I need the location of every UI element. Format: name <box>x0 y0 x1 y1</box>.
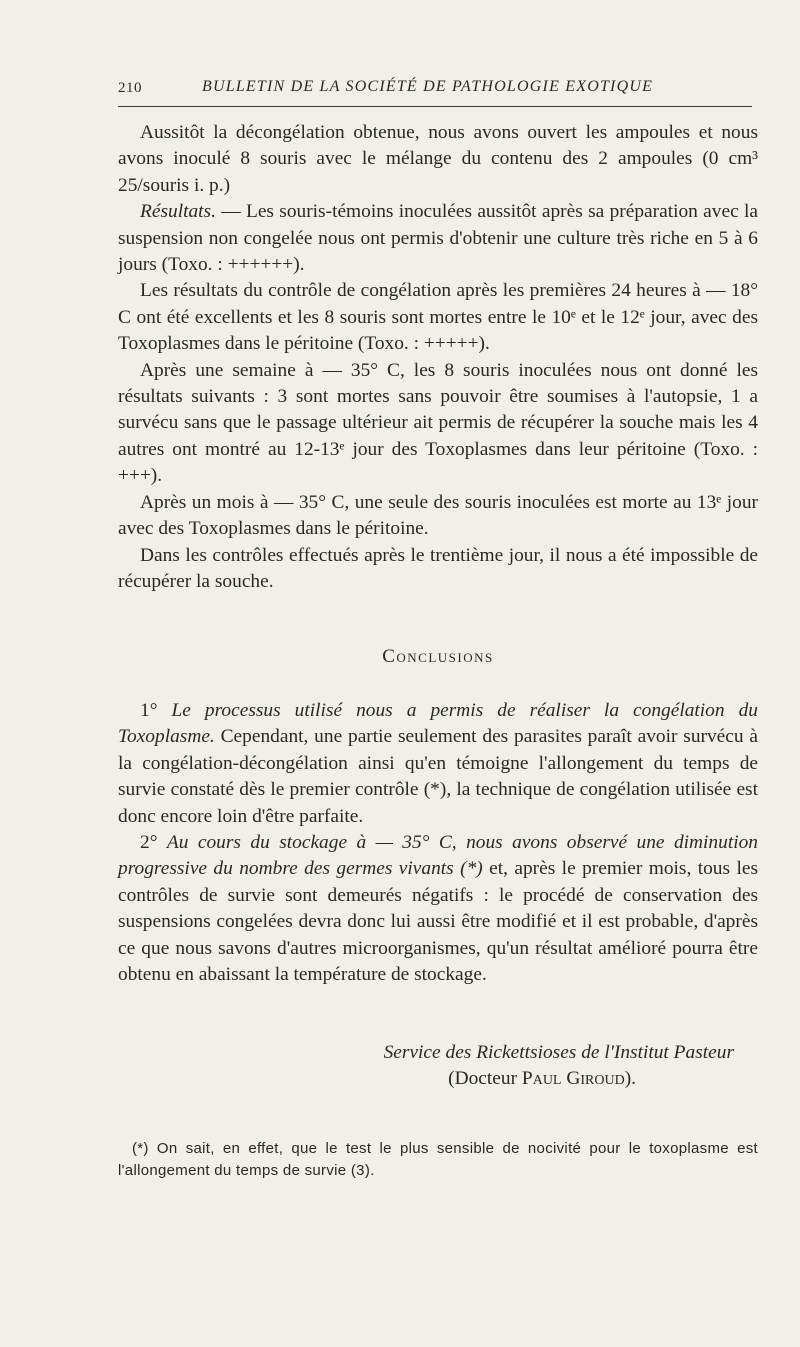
footnote-text: On sait, en effet, que le test le plus sensible de nocivité pour le toxoplasme est l'allongement du temps de survie (3). <box>118 1140 758 1179</box>
paragraph-text: Après une semaine à — 35° C, les 8 souris inoculées nous ont donné les résultats suivants : 3 sont mortes sans pouvoir être soumises à l'autopsie, 1 a survécu sans que le passage ultérieur ait permis de récupérer la souche mais les 4 autres ont montré au 12-13ᵉ jour des Toxoplasmes dans leur péritoine (Toxo. : +++). <box>118 359 758 487</box>
page-header <box>118 76 752 116</box>
conclusion-lead: Le processus utilisé nous a permis de réaliser la congélation du Toxoplasme. <box>118 700 758 748</box>
signature-block <box>118 1040 758 1092</box>
paragraph <box>118 120 758 199</box>
author-last-name: Giroud <box>566 1068 625 1089</box>
conclusion-number: 1° <box>140 700 158 721</box>
conclusion-item <box>118 698 758 830</box>
paragraph-text: — Les souris-témoins inoculées aussitôt après sa préparation avec la suspension non congelée nous ont permis d'obtenir une culture très riche en 5 à 6 jours (Toxo. : ++++++). <box>118 201 758 276</box>
conclusion-number: 2° <box>140 832 158 854</box>
conclusion-text: et, après le premier mois, tous les contrôles de survie sont demeurés négatifs : le procédé de conservation des suspensions congelées devra donc lui aussi être modifié et il est probable, d'après ce que nous savons d'autres microorganismes, qu'un résultat amélioré pourra être obtenu en abaissant la température de stockage. <box>118 858 758 986</box>
results-section <box>118 120 758 595</box>
author-prefix: (Docteur <box>448 1068 522 1089</box>
paragraph-text: Aussitôt la décongélation obtenue, nous avons ouvert les ampoules et nous avons inoculé 8 souris avec le mélange du contenu des 2 ampoules (0 cm³ 25/souris i. p.) <box>118 122 758 196</box>
paragraph-text: Les résultats du contrôle de congélation après les premières 24 heures à — 18° C ont été excellents et les 8 souris sont mortes entre le 10ᵉ et le 12ᵉ jour, avec des Toxoplasmes dans le péritoine (Toxo. : +++++). <box>118 280 758 355</box>
author-suffix: ). <box>624 1068 636 1089</box>
section-heading <box>118 646 758 668</box>
paragraph <box>118 358 758 490</box>
footnote <box>118 1138 758 1182</box>
signature-institution: Service des Rickettsioses de l'Institut Pasteur <box>383 1042 734 1063</box>
paragraph <box>118 490 758 543</box>
paragraph <box>118 278 758 357</box>
paragraph-lead: Résultats. <box>140 201 216 223</box>
conclusion-text: Cependant, une partie seulement des parasites paraît avoir survécu à la congélation-décongélation ainsi qu'en témoigne l'allongement du temps de survie constaté dès le premier contrôle (*), la technique de congélation utilisée est donc encore loin d'être parfaite. <box>118 726 758 827</box>
running-title: BULLETIN DE LA SOCIÉTÉ DE PATHOLOGIE EXOTIQUE <box>202 78 654 95</box>
footnote-marker: (*) <box>132 1140 149 1157</box>
header-rule <box>118 106 752 107</box>
section-heading-text: Conclusions <box>382 646 494 667</box>
paragraph <box>118 543 758 596</box>
paragraph-text: Après un mois à — 35° C, une seule des souris inoculées est morte au 13ᵉ jour avec des Toxoplasmes dans le péritoine. <box>118 491 758 540</box>
conclusion-lead: Au cours du stockage à — 35° C, nous avons observé une diminution progressive du nombre des germes vivants (*) <box>118 832 758 880</box>
conclusions-section <box>118 698 758 988</box>
author-first-name: Paul <box>521 1068 562 1089</box>
page-number: 210 <box>118 80 142 96</box>
signature-author <box>118 1066 758 1092</box>
conclusion-item <box>118 830 758 988</box>
paragraph <box>118 199 758 278</box>
paragraph-text: Dans les contrôles effectués après le trentième jour, il nous a été impossible de récupérer la souche. <box>118 544 758 592</box>
